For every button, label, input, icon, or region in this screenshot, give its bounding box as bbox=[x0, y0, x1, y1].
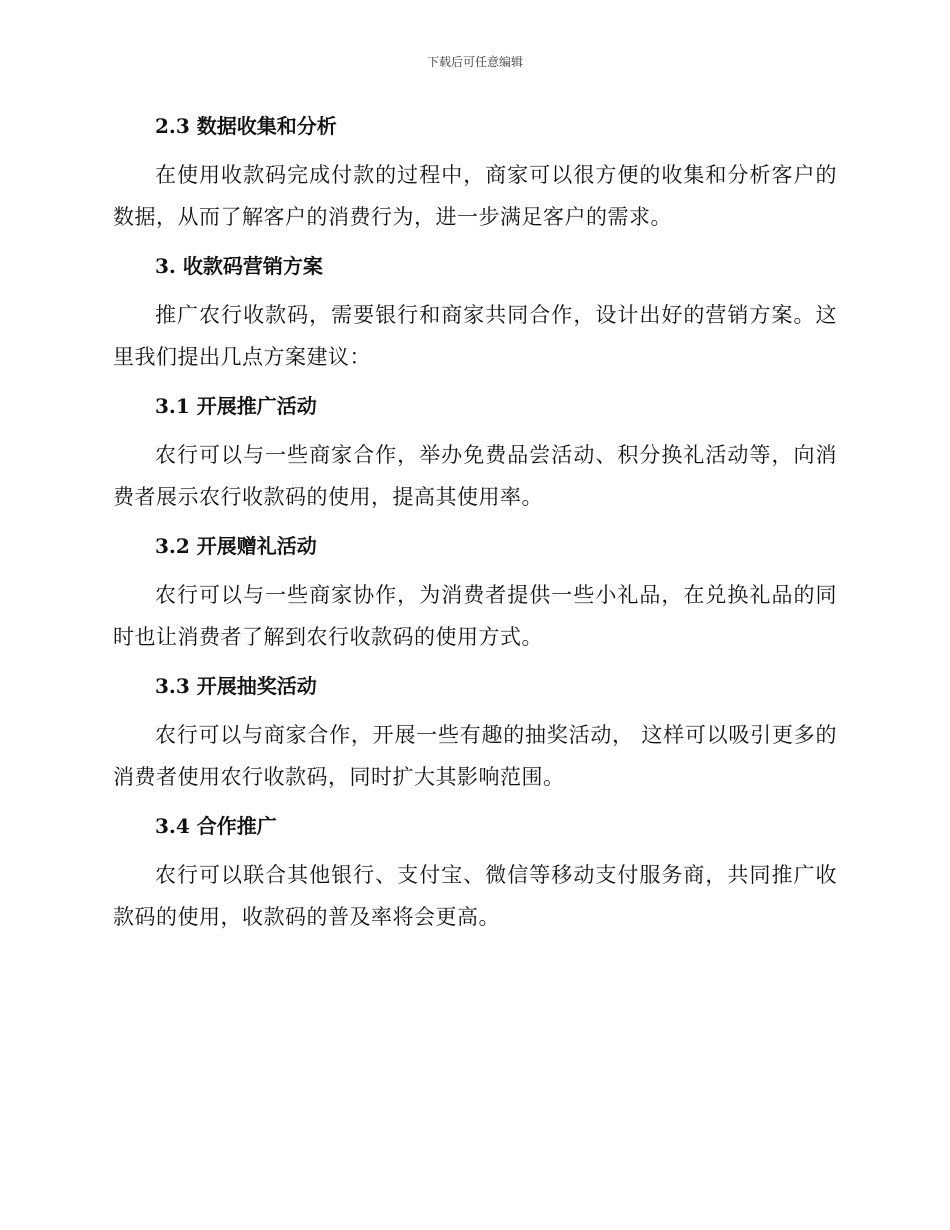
page-header: 下载后可任意编辑 bbox=[426, 55, 523, 69]
section-paragraph-2-3: 在使用收款码完成付款的过程中，商家可以很方便的收集和分析客户的数据，从而了解客户的消费行为，进一步满足客户的需求。 bbox=[113, 163, 837, 229]
section-paragraph-3-1: 农行可以与一些商家合作，举办免费品尝活动、积分换礼活动等，向消费者展示农行收款码的使用，提高其使用率。 bbox=[113, 443, 837, 509]
section-paragraph-3-3: 农行可以与商家合作，开展一些有趣的抽奖活动， 这样可以吸引更多的消费者使用农行收款码，同时扩大其影响范围。 bbox=[113, 723, 837, 789]
section-paragraph-3-4: 农行可以联合其他银行、支付宝、微信等移动支付服务商，共同推广收款码的使用，收款码的普及率将会更高。 bbox=[113, 863, 837, 929]
section-heading-3-4: 3.4 合作推广 bbox=[155, 814, 277, 838]
section-heading-2-3: 2.3 数据收集和分析 bbox=[155, 114, 337, 138]
document-body bbox=[113, 110, 837, 950]
section-heading-3-3: 3.3 开展抽奖活动 bbox=[155, 674, 317, 698]
section-paragraph-3: 推广农行收款码，需要银行和商家共同合作，设计出好的营销方案。这里我们提出几点方案建议： bbox=[113, 303, 837, 369]
section-heading-3: 3. 收款码营销方案 bbox=[155, 254, 323, 278]
section-heading-3-2: 3.2 开展赠礼活动 bbox=[155, 534, 317, 558]
section-heading-3-1: 3.1 开展推广活动 bbox=[155, 394, 317, 418]
section-paragraph-3-2: 农行可以与一些商家协作，为消费者提供一些小礼品，在兑换礼品的同时也让消费者了解到农行收款码的使用方式。 bbox=[113, 583, 837, 649]
